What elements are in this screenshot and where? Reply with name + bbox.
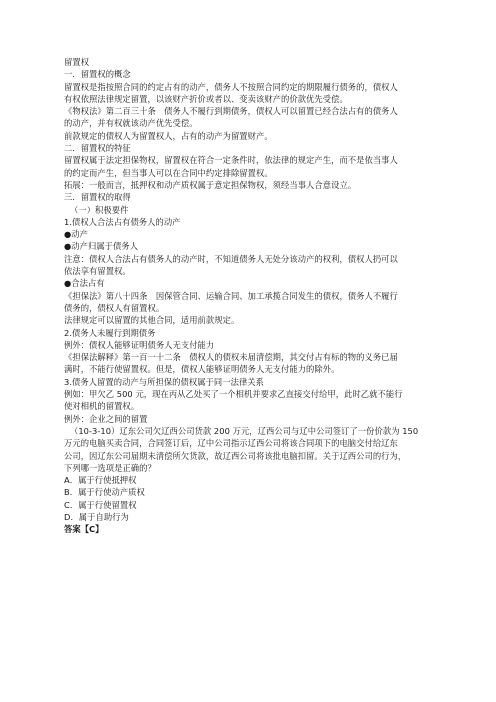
text-line: 二．留置权的特征 <box>64 143 131 154</box>
text-line: 2.债务人未履行到期债务 <box>64 327 156 338</box>
text-line: 留置权属于法定担保物权，留置权在符合一定条件时，依法律的规定产生，而不是依当事人 <box>64 155 398 166</box>
text-line: 3.债务人留置的动产与所担保的债权属于同一法律关系 <box>64 376 264 387</box>
text-line: 留置权是指按照合同的约定占有的动产，债务人不按照合同约定的期限履行债务的，债权人 <box>64 81 398 92</box>
text-line: ●合法占有 <box>64 278 105 289</box>
text-line: 《物权法》第二百三十条 债务人不履行到期债务，债权人可以留置已经合法占有的债务人 <box>64 106 398 117</box>
text-line: 债务的，债权人有留置权。 <box>64 302 165 313</box>
text-line: 下列哪一选项是正确的？ <box>64 462 156 473</box>
text-line: C．属于行使留置权 <box>64 499 137 510</box>
document-body <box>64 56 444 536</box>
text-line: 拓展：一般而言，抵押权和动产质权属于意定担保物权，须经当事人合意设立。 <box>64 179 357 190</box>
text-line: （一）积极要件 <box>70 204 129 215</box>
text-line: ●动产 <box>64 229 88 240</box>
text-line: 1.债权人合法占有债务人的动产 <box>64 216 181 227</box>
text-line: 满时，不能行使留置权。但是，债权人能够证明债务人无支付能力的除外。 <box>64 364 340 375</box>
document-title: 留置权 <box>64 57 90 67</box>
text-line: 例外：债权人能够证明债务人无支付能力 <box>64 339 215 350</box>
text-line: 前款规定的债权人为留置权人，占有的动产为留置财产。 <box>64 130 273 141</box>
text-line: （10-3-10）辽东公司欠辽西公司货款 200 万元，辽西公司与辽中公司签订了一份价款为 150 <box>70 425 419 436</box>
text-line: 一．留置权的概念 <box>64 69 131 80</box>
text-line: 答案【C】 <box>64 524 104 535</box>
text-line: D．属于自助行为 <box>64 511 129 522</box>
text-line: 万元的电脑买卖合同，合同签订后，辽中公司指示辽西公司将该合同项下的电脑交付给辽东 <box>64 438 398 449</box>
text-line: B．属于行使动产质权 <box>64 487 145 498</box>
text-line: 有权依照法律规定留置，以该财产折价或者以、变卖该财产的价款优先受偿。 <box>64 93 348 104</box>
text-line: 注意：债权人合法占有债务人的动产时，不知道债务人无处分该动产的权利，债权人扔可以 <box>64 253 398 264</box>
text-line: 依法享有留置权。 <box>64 266 131 277</box>
text-line: 《担保法解释》第一百一十二条 债权人的债权未届清偿期，其交付占有标的物的义务已届 <box>64 352 398 363</box>
text-line: 的约定而产生，但当事人可以在合同中约定排除留置权。 <box>64 167 273 178</box>
text-line: 的动产，并有权就该动产优先受偿。 <box>64 118 198 129</box>
text-line: 三．留置权的取得 <box>64 192 131 203</box>
text-line: 《担保法》第八十四条 因保管合同、运输合同、加工承揽合同发生的债权，债务人不履行 <box>64 290 398 301</box>
text-line: 公司，因辽东公司届期未清偿所欠货款，故辽西公司将该批电脑扣留。关于辽西公司的行为， <box>64 450 407 461</box>
text-line: ●动产归属于债务人 <box>64 241 139 252</box>
text-line: 例如：甲欠乙 500 元，现在丙从乙处买了一个相机并要求乙直接交付给甲，此时乙就不能行 <box>64 389 403 400</box>
text-line: 法律规定可以留置的其他合同，适用前款规定。 <box>64 315 240 326</box>
text-line: A．属于行使抵押权 <box>64 475 137 486</box>
text-line: 例外：企业之间的留置 <box>64 413 148 424</box>
text-line: 使对相机的留置权。 <box>64 401 140 412</box>
